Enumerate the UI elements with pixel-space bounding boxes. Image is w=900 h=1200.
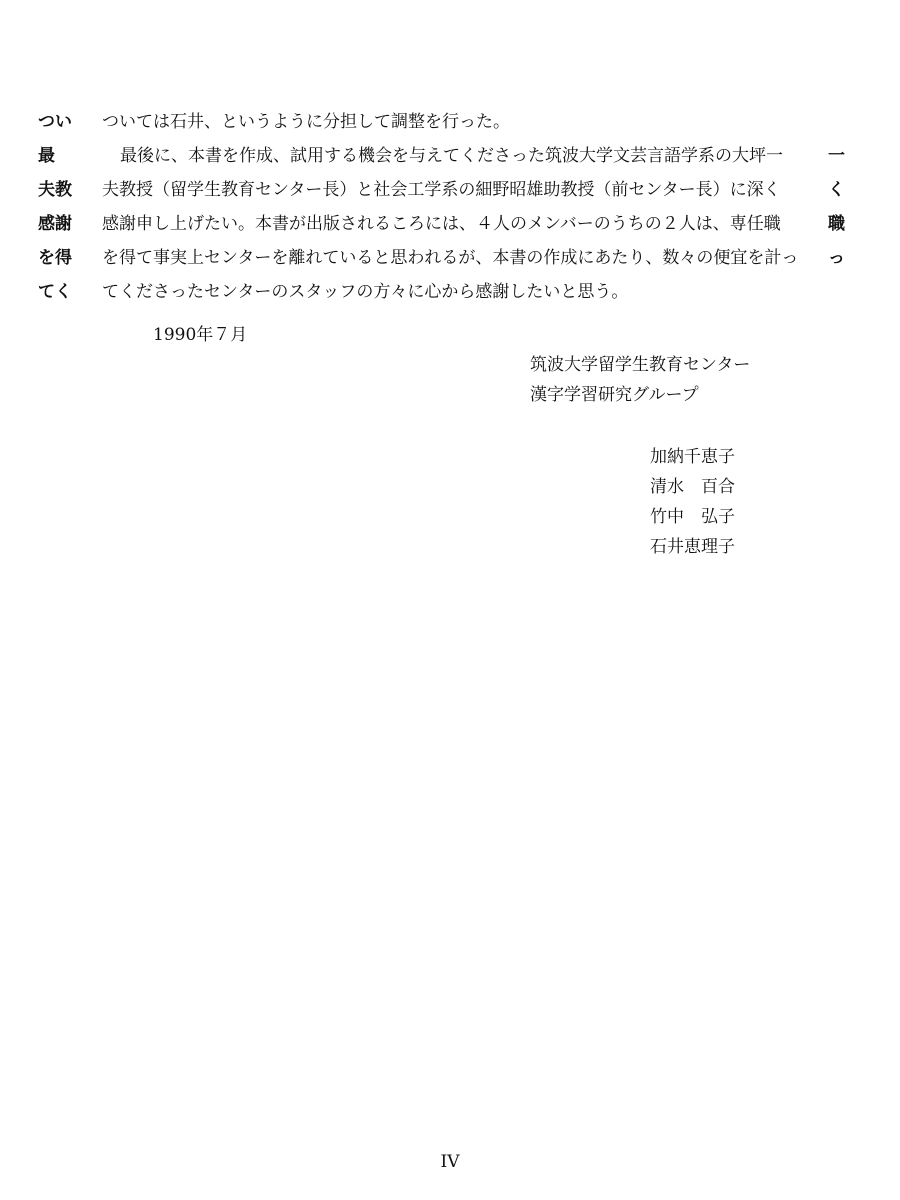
acknowledgement-paragraph <box>102 105 799 309</box>
right-fragment-4: 職 <box>828 214 845 234</box>
date: 1990年７月 <box>153 325 248 345</box>
paragraph-line-5: を得て事実上センターを離れていると思われるが、本書の作成にあたり、数々の便宜を計っ <box>102 248 799 268</box>
member-name: 竹中 弘子 <box>650 507 735 527</box>
paragraph-line-4: 感謝申し上げたい。本書が出版されるころには、４人のメンバーのうちの２人は、専任職 <box>102 214 781 234</box>
page-number: IV <box>440 1152 460 1172</box>
left-fragment-6: てく <box>38 282 72 302</box>
right-fragment-2: 一 <box>828 146 845 166</box>
right-fragment-3: く <box>828 180 845 200</box>
organization-name: 筑波大学留学生教育センター <box>530 355 751 375</box>
paragraph-line-6: てくださったセンターのスタッフの方々に心から感謝したいと思う。 <box>102 282 629 302</box>
member-list <box>650 442 735 562</box>
member-name: 石井恵理子 <box>650 537 735 557</box>
paragraph-line-2: 最後に、本書を作成、試用する機会を与えてくださった筑波大学文芸言語学系の大坪一 <box>120 146 783 166</box>
left-fragment-4: 感謝 <box>38 214 72 234</box>
left-fragment-3: 夫教 <box>38 180 72 200</box>
group-name: 漢字学習研究グループ <box>530 385 699 405</box>
paragraph-line-3: 夫教授（留学生教育センター長）と社会工学系の細野昭雄助教授（前センター長）に深く <box>102 180 781 200</box>
left-fragment-5: を得 <box>38 248 72 268</box>
right-fragment-5: っ <box>828 248 845 268</box>
member-name: 清水 百合 <box>650 477 735 497</box>
member-name: 加納千恵子 <box>650 447 735 467</box>
left-fragment-2: 最 <box>38 146 55 166</box>
paragraph-line-1: ついては石井、というように分担して調整を行った。 <box>102 112 510 132</box>
organization-block <box>530 350 750 410</box>
left-fragment-1: つい <box>38 112 72 132</box>
